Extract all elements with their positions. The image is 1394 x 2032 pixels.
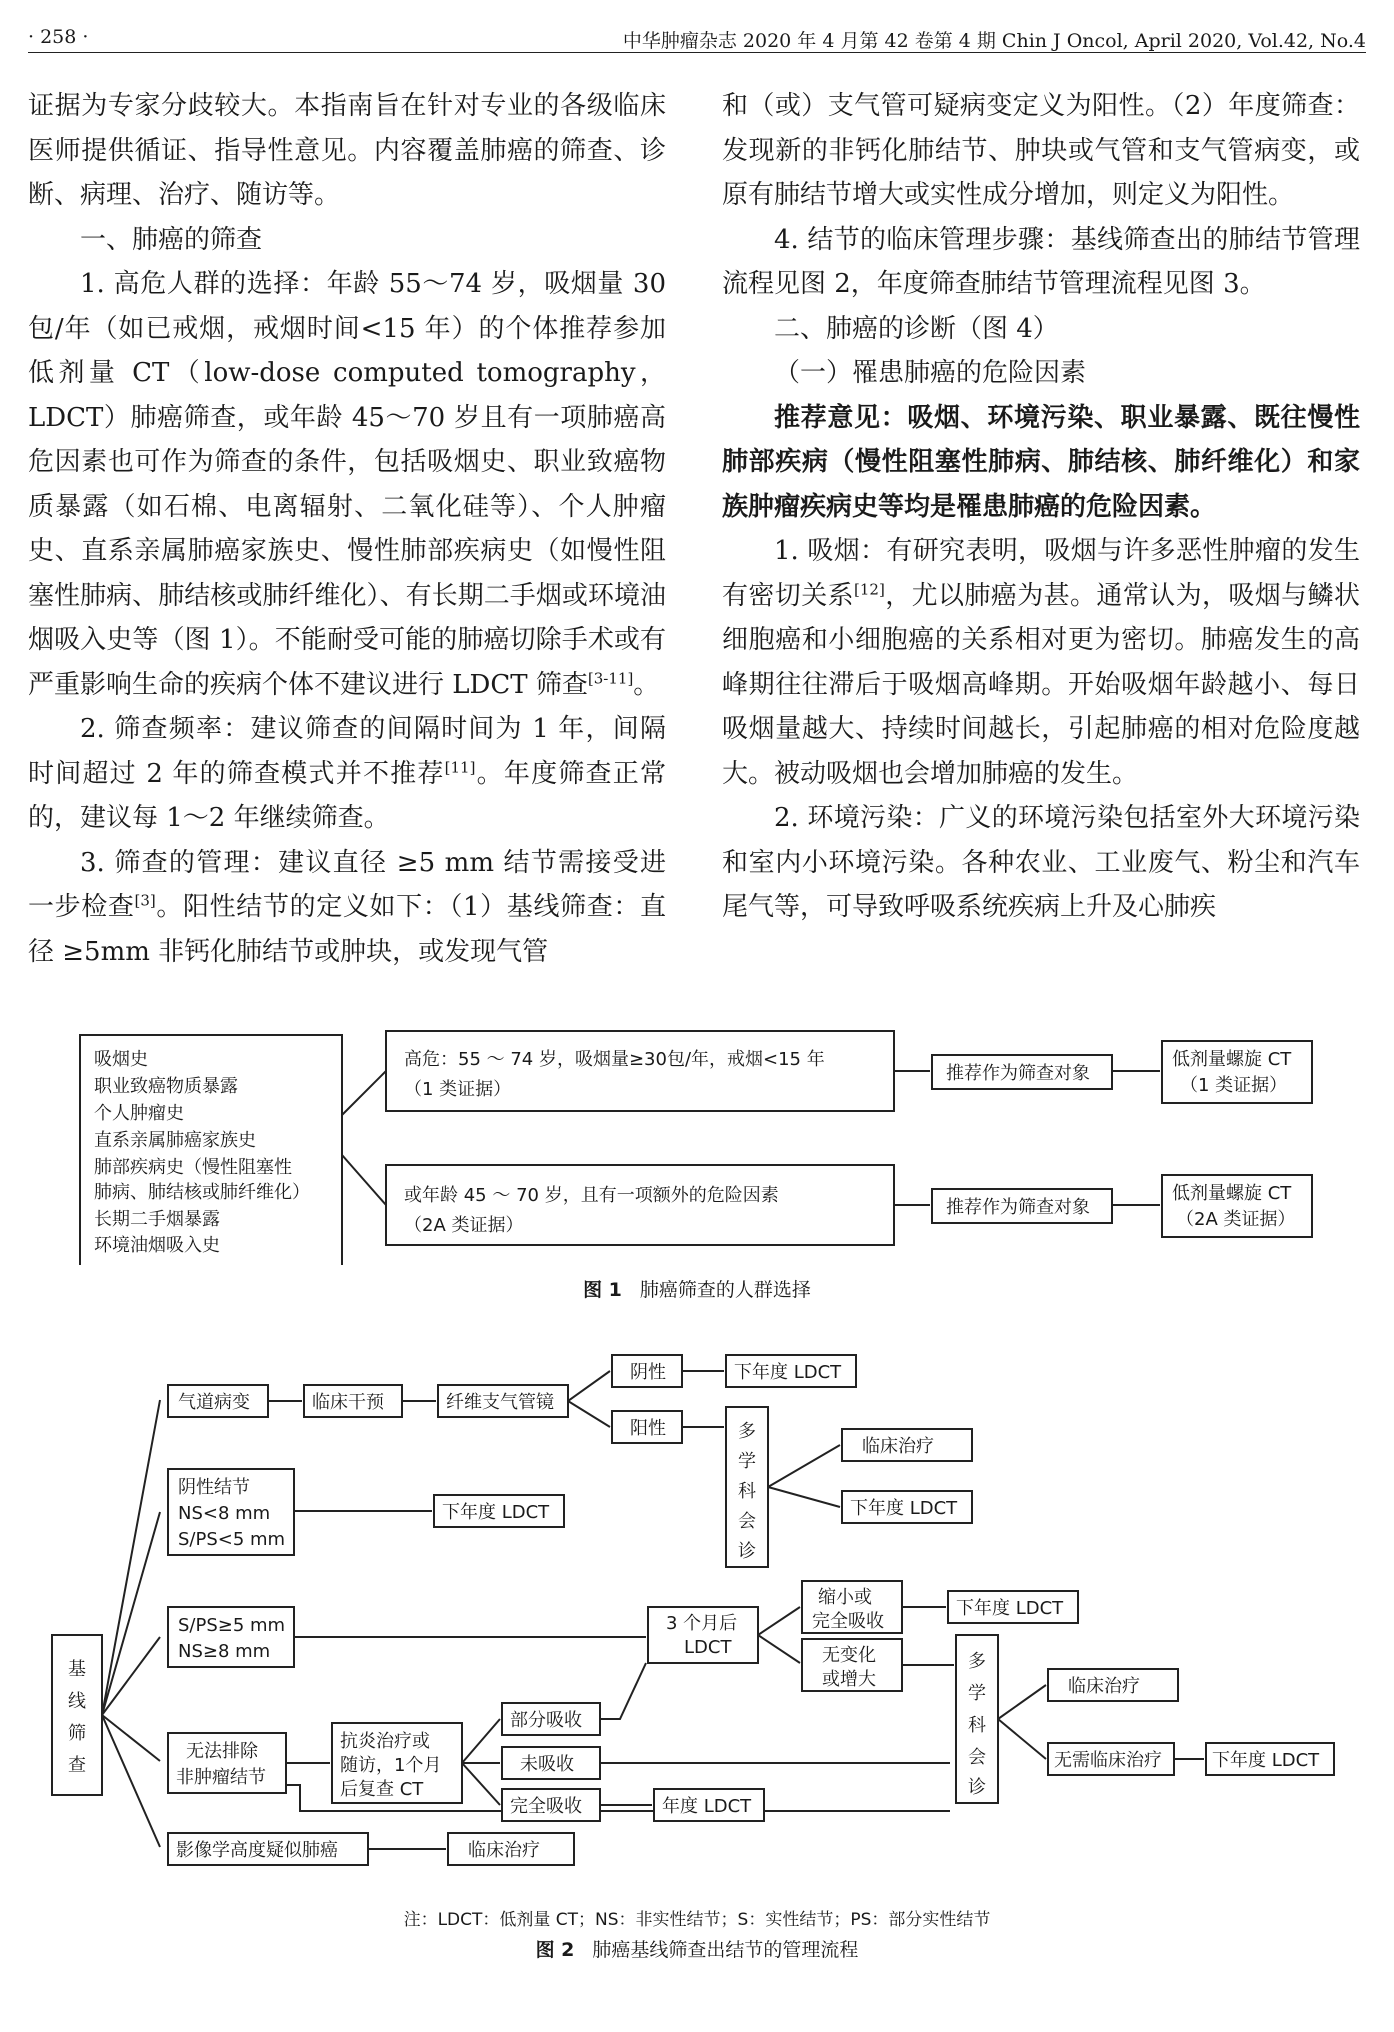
svg-text:完全吸收: 完全吸收 — [510, 1796, 582, 1817]
svg-text:或增大: 或增大 — [822, 1669, 876, 1690]
running-header — [28, 18, 1366, 53]
figure-2-note: 注：LDCT：低剂量 CT；NS：非实性结节；S：实性结节；PS：部分实性结节 — [403, 1910, 991, 1930]
svg-text:下年度 LDCT: 下年度 LDCT — [734, 1362, 842, 1383]
svg-text:阴性: 阴性 — [630, 1362, 666, 1383]
svg-text:NS<8 mm: NS<8 mm — [178, 1503, 271, 1524]
svg-text:临床治疗: 临床治疗 — [468, 1840, 540, 1861]
branch-lines — [102, 1400, 160, 1847]
svg-text:科: 科 — [738, 1481, 756, 1502]
svg-text:诊: 诊 — [968, 1777, 986, 1798]
recommend-label: 推荐作为筛查对象 — [946, 1063, 1090, 1084]
page-number: · 258 · — [28, 26, 89, 48]
svg-text:诊: 诊 — [738, 1541, 756, 1562]
svg-text:临床治疗: 临床治疗 — [862, 1436, 934, 1457]
svg-text:3 个月后: 3 个月后 — [666, 1613, 738, 1634]
figure-1 — [0, 1015, 1394, 1265]
svg-text:下年度 LDCT: 下年度 LDCT — [442, 1502, 550, 1523]
svg-text:学: 学 — [968, 1683, 986, 1704]
svg-text:LDCT: LDCT — [684, 1637, 732, 1658]
risk-factor: 吸烟史 — [94, 1049, 148, 1070]
svg-text:筛: 筛 — [68, 1723, 86, 1744]
section-heading: 一、肺癌的筛查 — [80, 224, 263, 255]
svg-text:学: 学 — [738, 1451, 756, 1472]
paragraph: 4. 结节的临床管理步骤：基线筛查出的肺结节管理流程见图 2，年度筛查肺结节管理流程见图 3。 — [722, 224, 1360, 299]
risk-factor: 长期二手烟暴露 — [94, 1209, 220, 1230]
citation: [3] — [134, 891, 156, 910]
ldct-label: 低剂量螺旋 CT — [1172, 1183, 1292, 1204]
figure-2-caption: 图 2 肺癌基线筛查出结节的管理流程 — [535, 1939, 859, 1961]
svg-text:线: 线 — [68, 1691, 86, 1712]
svg-text:会: 会 — [968, 1747, 986, 1768]
svg-text:会: 会 — [738, 1511, 756, 1532]
paragraph: 1. 高危人群的选择：年龄 55～74 岁，吸烟量 30 包/年（如已戒烟，戒烟时间<15 年）的个体推荐参加低剂量 CT（low-dose computed tomography，LDCT）肺癌筛查，或年龄 45～70 岁且有一项肺癌高危因素也可作为筛查的条件，包括吸烟史、职业致癌物质暴露（如石棉、电离辐射、二氧化硅等）、个人肿瘤史、直系亲属肺癌家族史、慢性肺部疾病史（如慢性阻塞性肺病、肺结核或肺纤维化）、有长期二手烟或环境油烟吸入史等（图 1）。不能耐受可能的肺癌切除手术或有严重影响生命的疾病个体不建议进行 LDCT 筛查[3-11]。 — [28, 269, 666, 700]
svg-text:纤维支气管镜: 纤维支气管镜 — [446, 1392, 554, 1413]
evidence-level: （1 类证据） — [404, 1079, 512, 1100]
risk-factor: 环境油烟吸入史 — [94, 1235, 220, 1256]
svg-text:完全吸收: 完全吸收 — [812, 1611, 884, 1632]
risk-factor: 直系亲属肺癌家族史 — [94, 1130, 256, 1151]
figure-2 — [0, 1345, 1394, 1895]
left-text-column — [28, 84, 666, 974]
risk-factor: 职业致癌物质暴露 — [94, 1076, 238, 1097]
svg-text:缩小或: 缩小或 — [818, 1587, 872, 1608]
svg-text:未吸收: 未吸收 — [520, 1754, 574, 1775]
citation: [3-11] — [587, 668, 634, 687]
journal-citation: 中华肿瘤杂志 2020 年 4 月第 42 卷第 4 期 Chin J Oncol, April 2020, Vol.42, No.4 — [622, 30, 1366, 52]
svg-text:下年度 LDCT: 下年度 LDCT — [1212, 1750, 1320, 1771]
risk-factor: 肺部疾病史（慢性阻塞性 — [94, 1157, 292, 1178]
risk-factor: 肺病、肺结核或肺纤维化） — [94, 1182, 310, 1203]
svg-text:阴性结节: 阴性结节 — [178, 1477, 250, 1498]
paragraph: 2. 环境污染：广义的环境污染包括室外大环境污染和室内小环境污染。各种农业、工业废气、粉尘和汽车尾气等，可导致呼吸系统疾病上升及心肺疾 — [722, 803, 1360, 922]
svg-text:年度 LDCT: 年度 LDCT — [662, 1796, 752, 1817]
ldct-label: 低剂量螺旋 CT — [1172, 1049, 1292, 1070]
citation: [11] — [444, 757, 476, 776]
svg-text:随访，1个月: 随访，1个月 — [340, 1755, 442, 1776]
svg-text:抗炎治疗或: 抗炎治疗或 — [340, 1731, 430, 1752]
section-heading: 二、肺癌的诊断（图 4） — [774, 313, 1059, 344]
branch-arrow — [342, 1071, 386, 1115]
svg-text:临床干预: 临床干预 — [312, 1392, 384, 1413]
recommend-label: 推荐作为筛查对象 — [946, 1197, 1090, 1218]
svg-text:影像学高度疑似肺癌: 影像学高度疑似肺癌 — [176, 1840, 338, 1861]
svg-text:临床治疗: 临床治疗 — [1068, 1676, 1140, 1697]
branch-arrow — [342, 1155, 386, 1205]
svg-text:查: 查 — [68, 1755, 86, 1776]
recommendation: 推荐意见：吸烟、环境污染、职业暴露、既往慢性肺部疾病（慢性阻塞性肺病、肺结核、肺纤维化）和家族肿瘤疾病史等均是罹患肺癌的危险因素。 — [722, 402, 1360, 522]
paragraph: 2. 筛查频率：建议筛查的间隔时间为 1 年，间隔时间超过 2 年的筛查模式并不推荐[11]。年度筛查正常的，建议每 1～2 年继续筛查。 — [28, 714, 666, 833]
high-risk-criteria: 或年龄 45 ～ 70 岁，且有一项额外的危险因素 — [404, 1185, 779, 1206]
figure-1-caption: 图 1 肺癌筛查的人群选择 — [583, 1279, 811, 1301]
svg-text:无需临床治疗: 无需临床治疗 — [1054, 1750, 1162, 1771]
svg-text:多: 多 — [968, 1651, 986, 1672]
high-risk-criteria: 高危：55 ～ 74 岁，吸烟量≥30包/年，戒烟<15 年 — [404, 1049, 825, 1070]
svg-text:S/PS≥5 mm: S/PS≥5 mm — [178, 1615, 286, 1636]
right-text-column — [722, 84, 1360, 930]
svg-text:后复查 CT: 后复查 CT — [340, 1779, 424, 1800]
evidence-level: （2A 类证据） — [1176, 1209, 1296, 1230]
evidence-level: （2A 类证据） — [404, 1215, 524, 1236]
paragraph: 1. 吸烟：有研究表明，吸烟与许多恶性肿瘤的发生有密切关系[12]，尤以肺癌为甚。通常认为，吸烟与鳞状细胞癌和小细胞癌的关系相对更为密切。肺癌发生的高峰期往往滞后于吸烟高峰期。开始吸烟年龄越小、每日吸烟量越大、持续时间越长，引起肺癌的相对危险度越大。被动吸烟也会增加肺癌的发生。 — [722, 536, 1360, 789]
svg-text:气道病变: 气道病变 — [178, 1392, 250, 1413]
svg-text:基: 基 — [68, 1659, 86, 1680]
paragraph: 和（或）支气管可疑病变定义为阳性。（2）年度筛查：发现新的非钙化肺结节、肿块或气管和支气管病变，或原有肺结节增大或实性成分增加，则定义为阳性。 — [722, 91, 1360, 210]
svg-text:S/PS<5 mm: S/PS<5 mm — [178, 1529, 286, 1550]
svg-text:无变化: 无变化 — [822, 1645, 876, 1666]
paragraph: 证据为专家分歧较大。本指南旨在针对专业的各级临床医师提供循证、指导性意见。内容覆盖肺癌的筛查、诊断、病理、治疗、随访等。 — [28, 91, 666, 210]
svg-text:科: 科 — [968, 1715, 986, 1736]
citation: [12] — [854, 579, 885, 598]
svg-text:多: 多 — [738, 1421, 756, 1442]
svg-text:无法排除: 无法排除 — [186, 1741, 258, 1762]
svg-text:下年度 LDCT: 下年度 LDCT — [956, 1598, 1064, 1619]
svg-text:下年度 LDCT: 下年度 LDCT — [850, 1498, 958, 1519]
svg-text:阳性: 阳性 — [630, 1418, 666, 1439]
evidence-level: （1 类证据） — [1180, 1075, 1288, 1096]
subsection-heading: （一）罹患肺癌的危险因素 — [774, 358, 1087, 388]
svg-text:NS≥8 mm: NS≥8 mm — [178, 1641, 271, 1662]
svg-text:非肿瘤结节: 非肿瘤结节 — [176, 1767, 266, 1788]
risk-factor: 个人肿瘤史 — [94, 1103, 184, 1124]
svg-text:部分吸收: 部分吸收 — [510, 1710, 582, 1731]
paragraph: 3. 筛查的管理：建议直径 ≥5 mm 结节需接受进一步检查[3]。阳性结节的定义如下：（1）基线筛查：直径 ≥5mm 非钙化肺结节或肿块，或发现气管 — [28, 847, 666, 967]
